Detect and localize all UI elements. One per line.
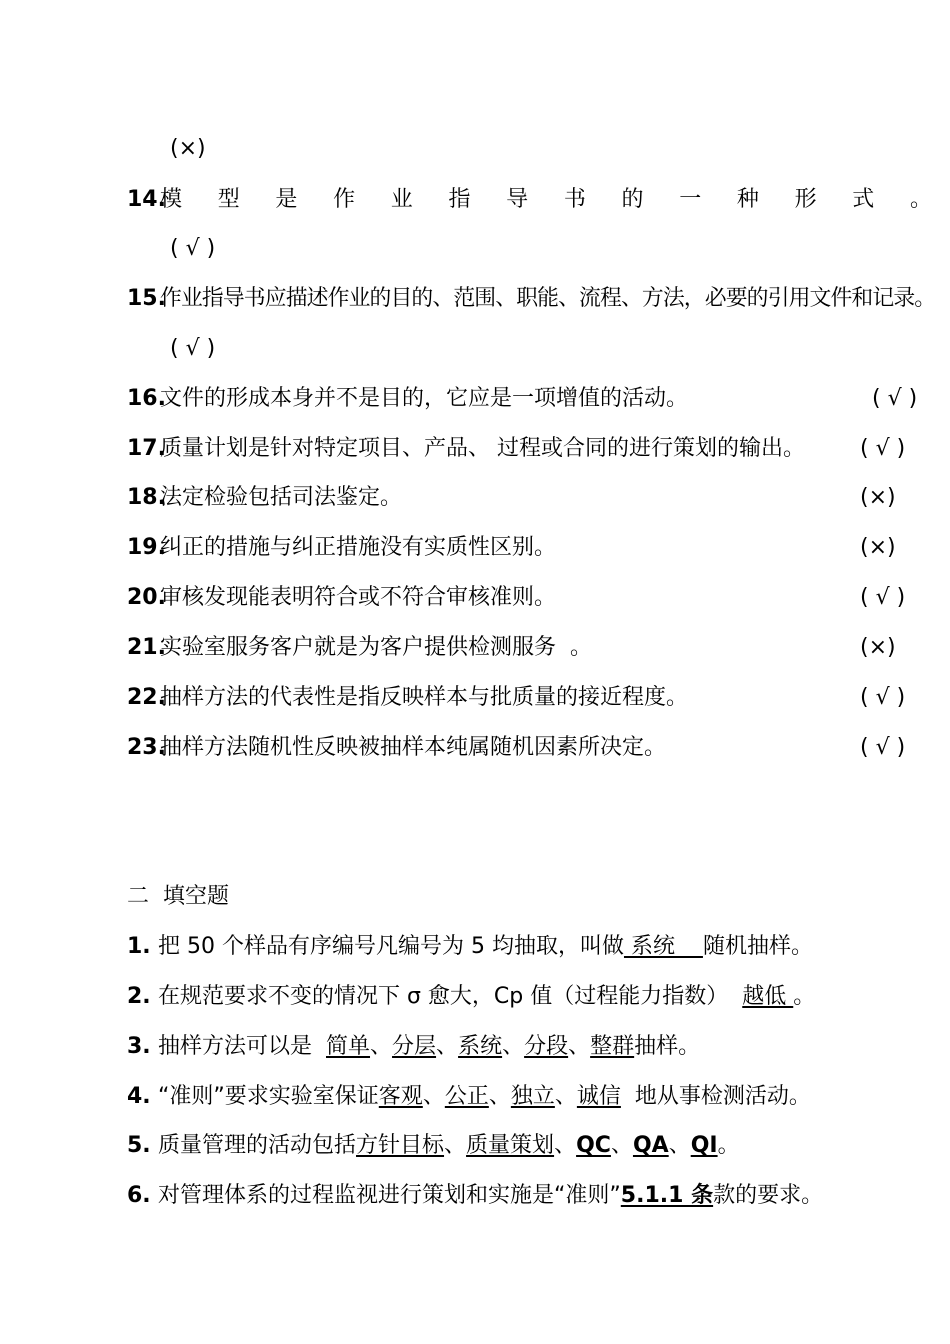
question-number: 4. <box>127 1084 151 1109</box>
question-number: 23. <box>127 735 166 760</box>
question-18 <box>0 478 950 518</box>
fill-question-4 <box>0 1077 950 1117</box>
answer-blank: 分段 <box>524 1034 569 1059</box>
answer-mark: (×) <box>860 635 896 660</box>
question-text: 审核发现能表明符合或不符合审核准则。 <box>160 585 557 610</box>
question-text: 文件的形成本身并不是目的，它应是一项增值的活动。 <box>160 386 689 411</box>
question-number: 2. <box>127 984 151 1009</box>
answer-mark: (×) <box>170 136 206 161</box>
question-22 <box>0 678 950 718</box>
question-19 <box>0 528 950 568</box>
answer-blank: 整群 <box>590 1034 635 1059</box>
fill-question-5 <box>0 1126 950 1166</box>
answer-blank: 独立 <box>510 1084 555 1109</box>
question-text: 质量管理的活动包括方针目标、质量策划、QC、QA、QI。 <box>158 1133 740 1158</box>
question-number: 17. <box>127 436 166 461</box>
question-number: 14. <box>127 187 166 212</box>
question-number: 21. <box>127 635 166 660</box>
question-15 <box>0 279 950 319</box>
question-16 <box>0 379 950 419</box>
answer-blank: 分层 <box>392 1034 437 1059</box>
question-text: 模 型 是 作 业 指 导 书 的 一 种 形 式 。 <box>160 187 932 212</box>
answer-mark: (×) <box>860 485 896 510</box>
answer-mark: ( √ ) <box>170 236 216 261</box>
question-number: 19. <box>127 535 166 560</box>
answer-blank: 系统 <box>458 1034 503 1059</box>
section-heading-line <box>0 877 950 917</box>
answer-mark: ( √ ) <box>860 735 906 760</box>
answer-mark: ( √ ) <box>860 585 906 610</box>
answer-blank: QC <box>576 1133 611 1158</box>
question-text: 作业指导书应描述作业的目的、范围、职能、流程、方法，必要的引用文件和记录。 <box>160 286 936 311</box>
question-21 <box>0 628 950 668</box>
answer-mark: ( √ ) <box>170 336 216 361</box>
question-17 <box>0 429 950 469</box>
question-number: 3. <box>127 1034 151 1059</box>
answer-blank: 公正 <box>444 1084 489 1109</box>
question-text: 法定检验包括司法鉴定。 <box>160 485 403 510</box>
question-number: 1. <box>127 934 151 959</box>
answer-mark: ( √ ) <box>860 685 906 710</box>
question-14 <box>0 180 950 220</box>
answer-blank: 系统 <box>623 934 703 959</box>
question-text: 抽样方法的代表性是指反映样本与批质量的接近程度。 <box>160 685 689 710</box>
question-number: 16. <box>127 386 166 411</box>
answer-mark: ( √ ) <box>860 436 906 461</box>
question-text: 纠正的措施与纠正措施没有实质性区别。 <box>160 535 557 560</box>
question-20 <box>0 578 950 618</box>
answer-blank: QA <box>632 1133 669 1158</box>
answer-mark: ( √ ) <box>872 386 918 411</box>
question-number: 20. <box>127 585 166 610</box>
answer-mark: (×) <box>860 535 896 560</box>
fill-question-2 <box>0 977 950 1017</box>
question-23 <box>0 728 950 768</box>
question-text: 在规范要求不变的情况下 σ 愈大，Cp 值（过程能力指数） 越低 。 <box>158 984 816 1009</box>
section-heading: 二 填空题 <box>127 884 229 909</box>
answer-blank: 越低 <box>742 984 794 1009</box>
question-text: 实验室服务客户就是为客户提供检测服务 。 <box>160 635 592 660</box>
answer-blank: 质量策划 <box>466 1133 555 1158</box>
question-number: 15. <box>127 286 166 311</box>
question-number: 22. <box>127 685 166 710</box>
answer-blank: 5.1.1 条 <box>620 1183 714 1208</box>
question-number: 18. <box>127 485 166 510</box>
question-15-answer <box>0 329 950 369</box>
question-text: 抽样方法随机性反映被抽样本纯属随机因素所决定。 <box>160 735 667 760</box>
answer-blank: 诚信 <box>576 1084 621 1109</box>
fill-question-3 <box>0 1027 950 1067</box>
question-number: 6. <box>127 1183 151 1208</box>
question-text: 把 50 个样品有序编号凡编号为 5 均抽取，叫做 系统 随机抽样。 <box>158 934 813 959</box>
q13-answer-line <box>0 129 950 169</box>
answer-blank: QI <box>690 1133 718 1158</box>
answer-blank: 方针目标 <box>356 1133 445 1158</box>
question-text: 质量计划是针对特定项目、产品、 过程或合同的进行策划的输出。 <box>160 436 805 461</box>
question-number: 5. <box>127 1133 151 1158</box>
question-text: “准则”要求实验室保证客观、公正、独立、诚信 地从事检测活动。 <box>158 1084 811 1109</box>
fill-question-6 <box>0 1176 950 1216</box>
answer-blank: 客观 <box>378 1084 423 1109</box>
question-14-answer <box>0 229 950 269</box>
question-text: 对管理体系的过程监视进行策划和实施是“准则”5.1.1 条款的要求。 <box>158 1183 824 1208</box>
answer-blank: 简单 <box>326 1034 371 1059</box>
question-text: 抽样方法可以是 简单、分层、系统、分段、整群抽样。 <box>158 1034 701 1059</box>
fill-question-1 <box>0 927 950 967</box>
